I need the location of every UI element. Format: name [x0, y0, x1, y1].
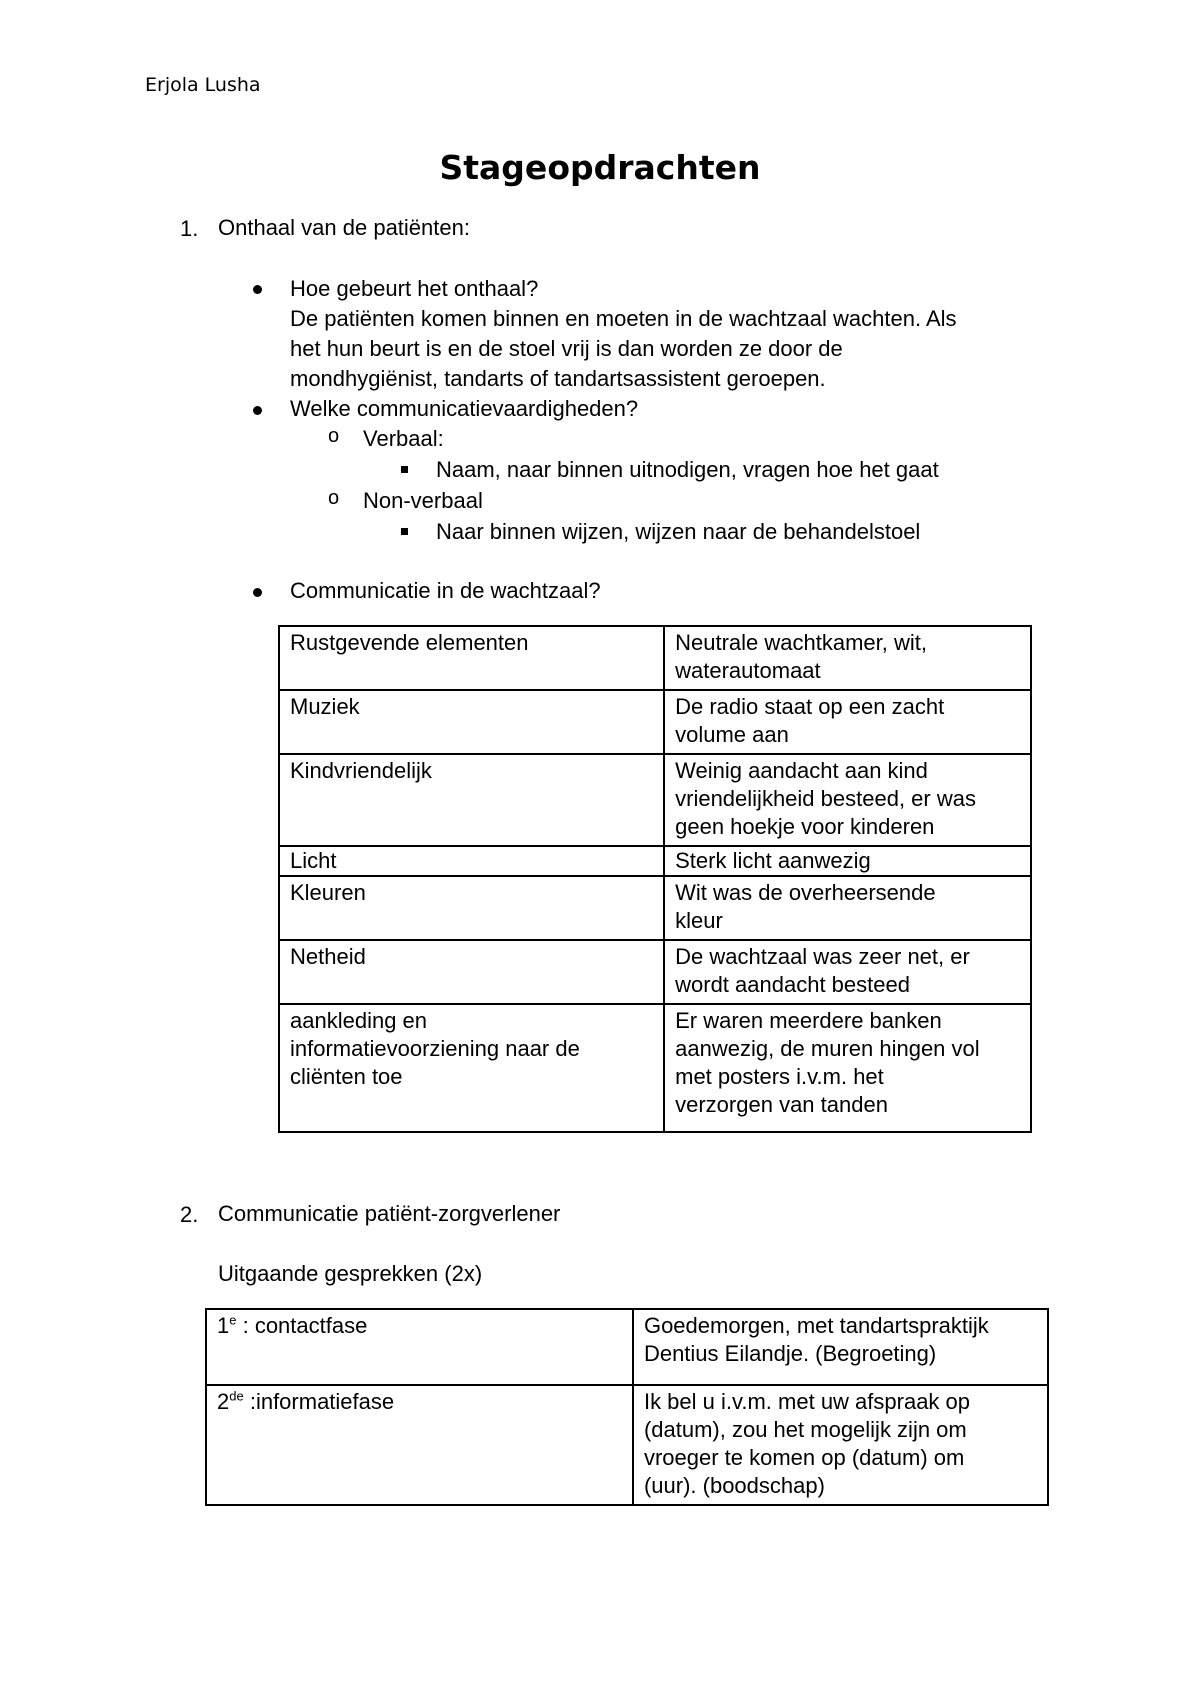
table-row — [279, 876, 1031, 940]
question-onthaal: Hoe gebeurt het onthaal? — [290, 276, 539, 301]
answer-onthaal-line: het hun beurt is en de stoel vrij is dan worden ze door de — [290, 336, 843, 361]
table-cell: Goedemorgen, met tandartspraktijk Dentius Eilandje. (Begroeting) — [633, 1309, 1048, 1385]
table-row — [279, 940, 1031, 1004]
table-cell: aankleding en informatievoorziening naar de cliënten toe — [279, 1004, 664, 1132]
table-cell: Sterk licht aanwezig — [664, 846, 1031, 876]
nonverbal-item: Naar binnen wijzen, wijzen naar de behandelstoel — [436, 519, 921, 544]
table-cell: Kleuren — [279, 876, 664, 940]
table-cell: De wachtzaal was zeer net, er wordt aandacht besteed — [664, 940, 1031, 1004]
gesprekken-table — [205, 1308, 1049, 1506]
answer-onthaal-line: De patiënten komen binnen en moeten in de wachtzaal wachten. Als — [290, 306, 957, 331]
bullet-circle-icon: o — [328, 425, 340, 447]
table-cell: Licht — [279, 846, 664, 876]
bullet-square-icon — [401, 528, 408, 535]
table-cell: De radio staat op een zacht volume aan — [664, 690, 1031, 754]
table-row — [279, 1004, 1031, 1132]
table-cell: Netheid — [279, 940, 664, 1004]
section-2-number: 2. — [180, 1202, 199, 1227]
verbal-label: Verbaal: — [363, 426, 444, 451]
bullet-square-icon — [401, 466, 408, 473]
table-cell: Wit was de overheersende kleur — [664, 876, 1031, 940]
table-cell: Rustgevende elementen — [279, 626, 664, 690]
table-cell: Weinig aandacht aan kind vriendelijkheid besteed, er was geen hoekje voor kinderen — [664, 754, 1031, 846]
section-1-number: 1. — [180, 216, 199, 241]
table-row — [279, 846, 1031, 876]
table-cell: 2de :informatiefase — [206, 1385, 633, 1505]
table-cell: Muziek — [279, 690, 664, 754]
bullet-dot-icon — [253, 285, 262, 294]
answer-onthaal-line: mondhygiënist, tandarts of tandartsassistent geroepen. — [290, 366, 826, 391]
question-wachtzaal: Communicatie in de wachtzaal? — [290, 578, 601, 603]
table-row — [206, 1309, 1048, 1385]
verbal-item: Naam, naar binnen uitnodigen, vragen hoe het gaat — [436, 457, 939, 482]
table-cell: Kindvriendelijk — [279, 754, 664, 846]
table-row — [279, 754, 1031, 846]
section-1-heading: Onthaal van de patiënten: — [218, 215, 470, 240]
author-name: Erjola Lusha — [145, 74, 261, 96]
section-2-heading: Communicatie patiënt-zorgverlener — [218, 1201, 561, 1226]
table-row — [279, 690, 1031, 754]
table-row — [206, 1385, 1048, 1505]
bullet-dot-icon — [253, 406, 262, 415]
wachtzaal-table — [278, 625, 1032, 1133]
table-cell: 1e : contactfase — [206, 1309, 633, 1385]
bullet-dot-icon — [253, 588, 262, 597]
table-cell: Neutrale wachtkamer, wit, waterautomaat — [664, 626, 1031, 690]
table-row — [279, 626, 1031, 690]
page-title: Stageopdrachten — [439, 148, 761, 187]
question-communicatievaardigheden: Welke communicatievaardigheden? — [290, 396, 639, 421]
table-cell: Er waren meerdere banken aanwezig, de muren hingen vol met posters i.v.m. het verzorgen van tanden — [664, 1004, 1031, 1132]
nonverbal-label: Non-verbaal — [363, 488, 483, 513]
section-2-subheading: Uitgaande gesprekken (2x) — [218, 1261, 483, 1286]
bullet-circle-icon: o — [328, 487, 340, 509]
table-cell: Ik bel u i.v.m. met uw afspraak op (datum), zou het mogelijk zijn om vroeger te komen op (datum) om (uur). (boodschap) — [633, 1385, 1048, 1505]
